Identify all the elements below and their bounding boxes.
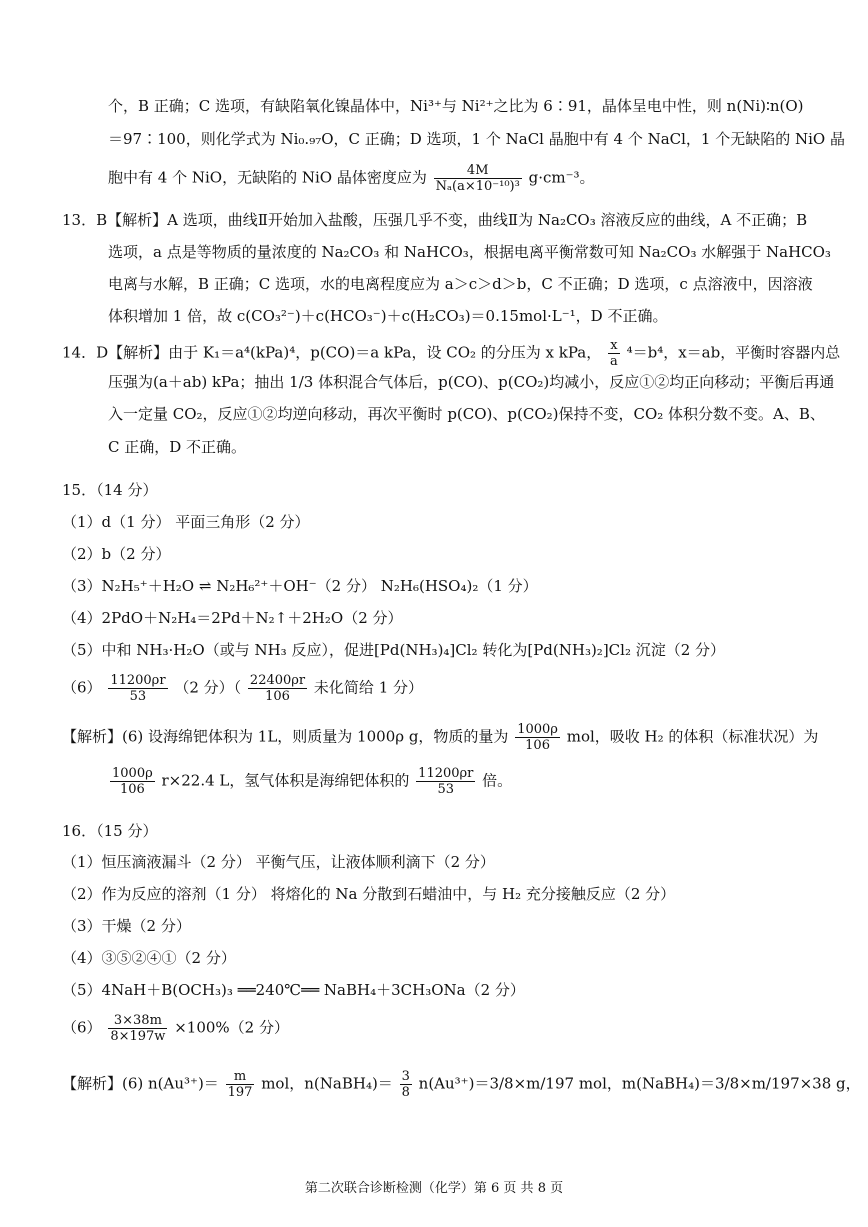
text-line: （4）2PdO＋N₂H₄＝2Pd＋N₂↑＋2H₂O（2 分）	[62, 609, 403, 627]
text-line: 14．D【解析】由于 K₁＝a⁴(kPa)⁴，p(CO)＝a kPa，设 CO₂ 的分压为 x kPa， $\frac{x}{a}$ ⁴＝b⁴，x＝ab，平衡时容器内总	[62, 338, 841, 369]
text-line: 13．B【解析】A 选项，曲线Ⅱ开始加入盐酸，压强几乎不变，曲线Ⅱ为 Na₂CO₃ 溶液反应的曲线，A 不正确；B	[62, 211, 808, 229]
text-line: （6） $\frac{11200\rho r}{53}$ （2 分）（ $\frac{22400\rho r}{106}$ 未化简给 1 分）	[62, 673, 424, 704]
fraction: $\frac{11200\rho r}{53}$	[110, 673, 166, 704]
fraction: $\frac{22400\rho r}{106}$	[249, 673, 306, 704]
fraction: $\frac{11200\rho r}{53}$	[418, 766, 474, 797]
text-line: （6） $\frac{3\times 38m}{8\times 197w}$ ×100%（2 分）	[62, 1013, 289, 1044]
text-line: 胞中有 4 个 NiO，无缺陷的 NiO 晶体密度应为 $\frac{4M}{\text{Nₐ(a×10⁻¹⁰)³}}$ g·cm⁻³。	[108, 163, 595, 194]
text-line: $\frac{1000\rho}{106}$ r×22.4 L，氢气体积是海绵钯体积的 $\frac{11200\rho r}{53}$ 倍。	[112, 766, 513, 797]
text-line: （1）恒压滴液漏斗（2 分） 平衡气压，让液体顺利滴下（2 分）	[62, 853, 495, 871]
text-line: 体积增加 1 倍，故 c(CO₃²⁻)＋c(HCO₃⁻)＋c(H₂CO₃)＝0.15mol·L⁻¹，D 不正确。	[108, 307, 668, 325]
text-line: 电离与水解，B 正确；C 选项，水的电离程度应为 a＞c＞d＞b，C 不正确；D 选项，c 点溶液中，因溶液	[108, 275, 813, 293]
fraction: $\frac{x}{a}$	[610, 338, 618, 369]
fraction: $\frac{1000\rho}{106}$	[517, 722, 558, 753]
text-line: （5）中和 NH₃·H₂O（或与 NH₃ 反应），促进[Pd(NH₃)₄]Cl₂ 转化为[Pd(NH₃)₂]Cl₂ 沉淀（2 分）	[62, 641, 726, 659]
fraction: $\frac{m}{197}$	[227, 1069, 253, 1100]
text-line: （3）N₂H₅⁺＋H₂O ⇌ N₂H₆²⁺＋OH⁻（2 分） N₂H₆(HSO₄)₂（1 分）	[62, 577, 538, 595]
text-line: （5）4NaH＋B(OCH₃)₃ ══240℃══ NaBH₄＋3CH₃ONa（2 分）	[62, 981, 525, 999]
text-line: 选项，a 点是等物质的量浓度的 Na₂CO₃ 和 NaHCO₃，根据电离平衡常数可知 Na₂CO₃ 水解强于 NaHCO₃	[108, 243, 831, 261]
text-line: （2）作为反应的溶剂（1 分） 将熔化的 Na 分散到石蜡油中，与 H₂ 充分接触反应（2 分）	[62, 885, 676, 903]
text-line: （1）d（1 分） 平面三角形（2 分）	[62, 513, 310, 531]
question-heading: 16．（15 分）	[62, 822, 158, 840]
text-line: （4）③⑤②④①（2 分）	[62, 949, 236, 967]
page-footer: 第二次联合诊断检测（化学）第 6 页 共 8 页	[304, 1181, 564, 1196]
fraction: $\frac{1000\rho}{106}$	[112, 766, 153, 797]
text-line: （2）b（2 分）	[62, 545, 171, 563]
fraction: $\frac{3}{8}$	[401, 1069, 410, 1100]
text-line: 个，B 正确；C 选项，有缺陷氧化镍晶体中，Ni³⁺与 Ni²⁺之比为 6∶91，晶体呈电中性，则 n(Ni)∶n(O)	[108, 97, 804, 115]
fraction: $\frac{3\times 38m}{8\times 197w}$	[110, 1013, 166, 1044]
text-line: （3）干燥（2 分）	[62, 917, 191, 935]
text-line: C 正确，D 不正确。	[108, 438, 247, 456]
text-line: 【解析】(6) n(Au³⁺)＝ $\frac{m}{197}$ mol，n(NaBH₄)＝ $\frac{3}{8}$ n(Au³⁺)＝3/8×m/197 mol，m(NaBH₄)＝3/8×m/197×38 g，	[62, 1069, 861, 1100]
fraction: $\frac{4M}{\text{Nₐ(a×10⁻¹⁰)³}}$	[435, 163, 520, 194]
text-line: ＝97∶100，则化学式为 Ni₀.₉₇O，C 正确；D 选项，1 个 NaCl 晶胞中有 4 个 NaCl，1 个无缺陷的 NiO 晶	[108, 130, 846, 148]
text-line: 压强为(a＋ab) kPa；抽出 1/3 体积混合气体后，p(CO)、p(CO₂)均减小，反应①②均正向移动；平衡后再通	[108, 373, 835, 391]
text-line: 【解析】(6) 设海绵钯体积为 1L，则质量为 1000ρ g，物质的量为 $\frac{1000\rho}{106}$ mol，吸收 H₂ 的体积（标准状况）为	[62, 722, 819, 753]
text-line: 入一定量 CO₂，反应①②均逆向移动，再次平衡时 p(CO)、p(CO₂)保持不变，CO₂ 体积分数不变。A、B、	[108, 405, 825, 423]
question-heading: 15．（14 分）	[62, 481, 158, 499]
